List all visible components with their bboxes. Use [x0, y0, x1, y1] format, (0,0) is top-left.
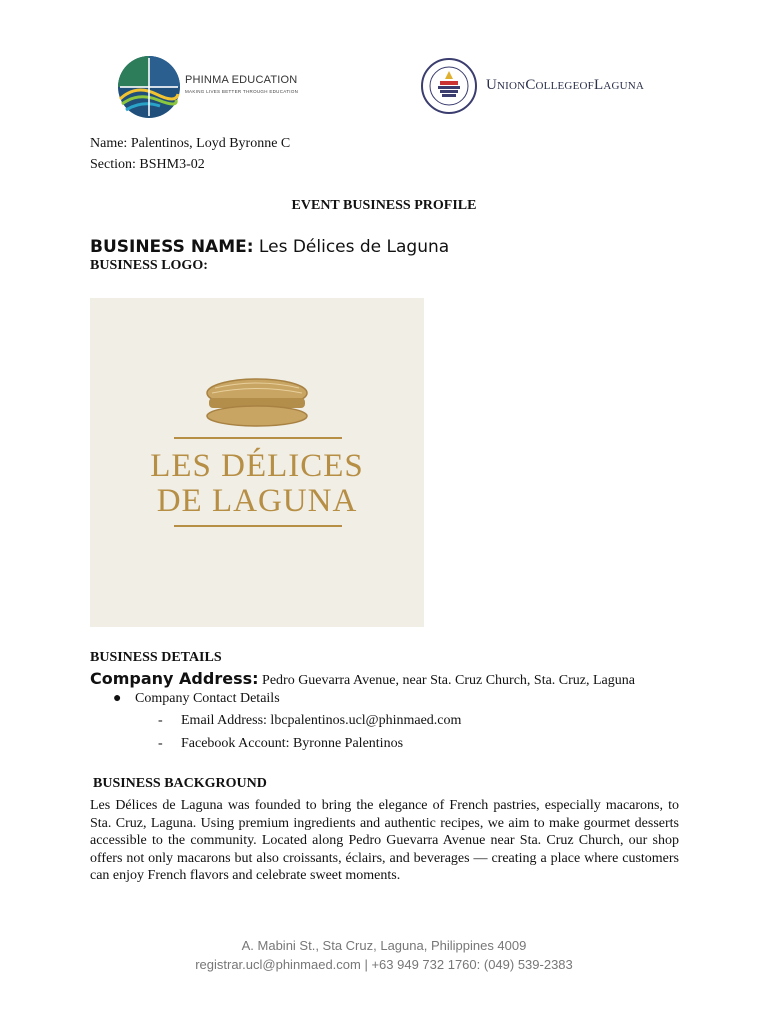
- business-name-label: BUSINESS NAME:: [90, 237, 254, 257]
- page-footer: [0, 936, 768, 974]
- bullet-icon: ●: [113, 691, 122, 706]
- business-logo-image: [90, 298, 424, 627]
- dash-icon: -: [158, 713, 163, 728]
- business-details-heading: BUSINESS DETAILS: [90, 650, 222, 665]
- student-section: Section: BSHM3-02: [90, 157, 205, 172]
- student-name: Name: Palentinos, Loyd Byronne C: [90, 136, 291, 151]
- business-name-line: [90, 236, 449, 258]
- ucl-logo: [420, 57, 680, 117]
- footer-contact: registrar.ucl@phinmaed.com | +63 949 732 1760: (049) 539-2383: [195, 957, 573, 972]
- business-name-value: Les Délices de Laguna: [253, 237, 450, 257]
- contact-details-heading: Company Contact Details: [135, 691, 280, 706]
- phinma-education-logo: [116, 54, 299, 120]
- company-address-label: Company Address:: [90, 669, 259, 688]
- contact-details-item: [113, 690, 280, 708]
- facebook-item: [158, 735, 403, 753]
- email-item: [158, 712, 461, 730]
- phinma-tagline: MAKING LIVES BETTER THROUGH EDUCATION: [185, 89, 299, 94]
- facebook-account: Facebook Account: Byronne Palentinos: [181, 736, 404, 751]
- phinma-emblem-icon: [116, 54, 182, 120]
- company-address-value: Pedro Guevarra Avenue, near Sta. Cruz Church, Sta. Cruz, Laguna: [258, 673, 635, 688]
- logo-wordmark-line1: LES DÉLICES: [150, 448, 364, 484]
- company-address-line: [90, 669, 635, 689]
- ucl-seal-icon: [420, 57, 478, 115]
- document-title: EVENT BUSINESS PROFILE: [291, 198, 477, 213]
- footer-address: A. Mabini St., Sta Cruz, Laguna, Philippines 4009: [241, 938, 527, 953]
- phinma-name: PHINMA EDUCATION: [185, 74, 298, 86]
- email-address: Email Address: lbcpalentinos.ucl@phinmaed.com: [181, 713, 462, 728]
- business-logo-label: BUSINESS LOGO:: [90, 258, 208, 273]
- dash-icon: -: [158, 736, 163, 751]
- logo-wordmark-line2: DE LAGUNA: [156, 483, 358, 519]
- business-background-heading: BUSINESS BACKGROUND: [93, 776, 267, 791]
- ucl-name: UnionCollegeofLaguna: [486, 77, 645, 93]
- business-background-text: Les Délices de Laguna was founded to bring the elegance of French pastries, especially macarons, to Sta. Cruz, Laguna. Using premium ingredients and authentic recipes, we aim to make gourmet desserts accessible to the community. Located along Pedro Guevarra Avenue near Sta. Cruz Church, our shop offers not only macarons but also croissants, éclairs, and beverages — creating a place where customers can enjoy French flavors and celebrate sweet moments.: [90, 798, 679, 884]
